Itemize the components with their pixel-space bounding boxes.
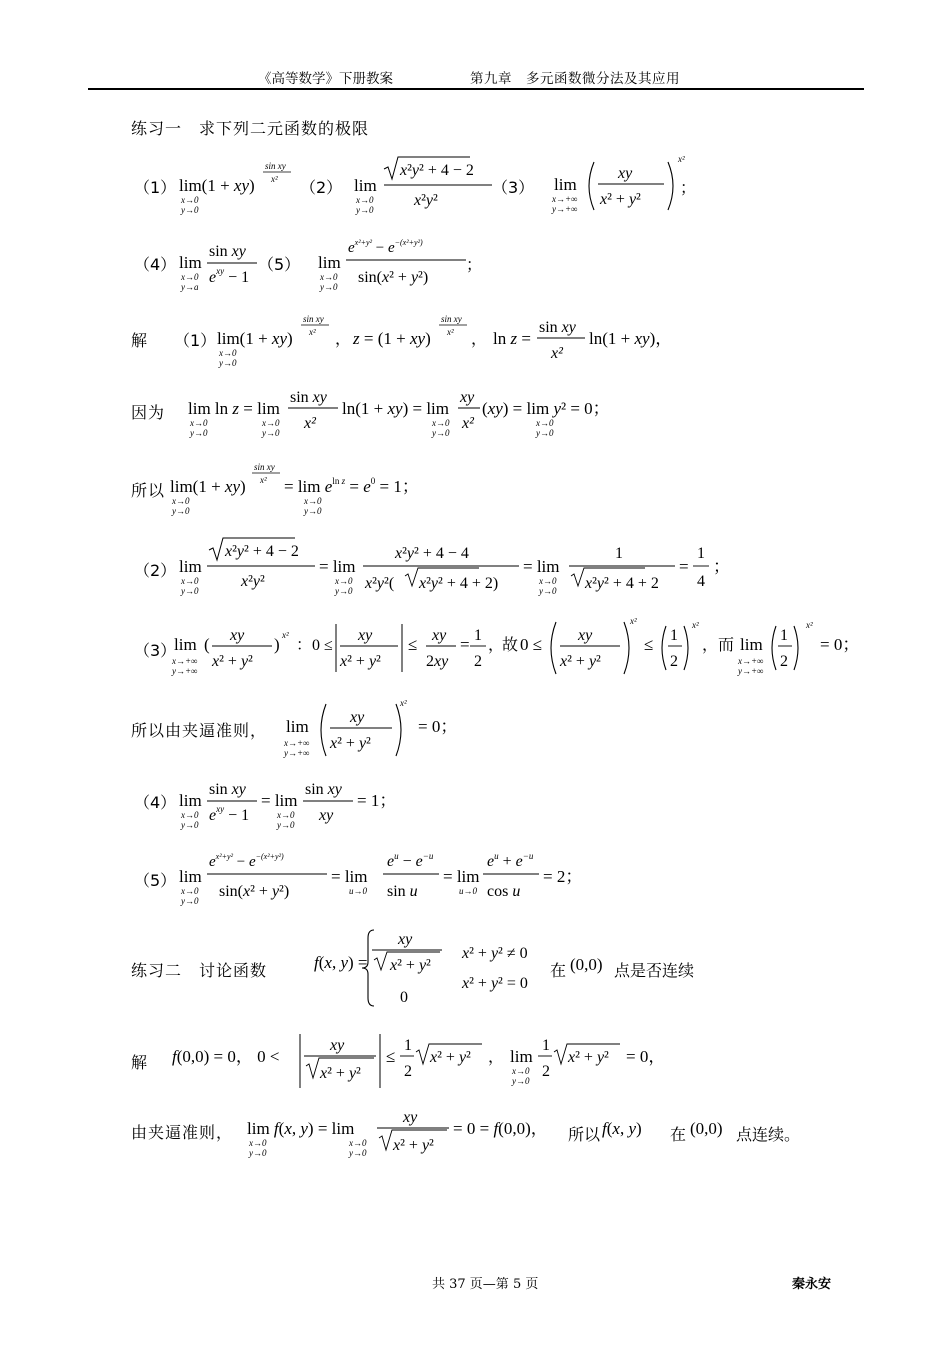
solution2-therefore: 所以: [568, 1125, 601, 1144]
svg-text:y→+∞: y→+∞: [738, 666, 764, 676]
svg-text:x→+∞: x→+∞: [738, 656, 764, 666]
svg-text:y→0: y→0: [190, 428, 208, 438]
exercise1-title: 练习一 求下列二元函数的极限: [131, 119, 370, 138]
svg-text:= 2；: = 2；: [543, 867, 583, 886]
svg-text:= 0；: = 0；: [820, 635, 860, 654]
svg-text:= lim eln z = e0 = 1；: = $\lim e^{ln z} = e^0 = 1$；: [284, 476, 419, 496]
svg-text:x→0: x→0: [277, 810, 295, 820]
svg-text:lim: lim: [510, 1047, 533, 1066]
svg-text:x→0: x→0: [181, 576, 199, 586]
svg-text:，: ，: [488, 1049, 505, 1066]
svg-text:= lim: = lim: [261, 791, 298, 810]
svg-text:y→0: y→0: [320, 282, 338, 292]
svg-text:x²y² + 4 + 2: x²y² + 4 + 2: [585, 575, 659, 592]
svg-text:xy: xy: [350, 709, 365, 726]
svg-text:sin(x² + y²): sin(x² + y²): [358, 269, 429, 286]
svg-text:z = (1 + xy): z = (1 + xy): [353, 329, 431, 348]
svg-text:y→0: y→0: [262, 428, 280, 438]
svg-text:x→0: x→0: [181, 195, 199, 205]
svg-text:=: =: [460, 635, 470, 654]
solution2-final-formula: [245, 1100, 565, 1164]
svg-text:2: 2: [542, 1063, 550, 1080]
svg-text:lim: lim: [174, 635, 197, 654]
svg-text:2: 2: [780, 653, 788, 670]
svg-text:x²y²: x²y²: [414, 192, 438, 209]
svg-text:sin xy: sin xy: [303, 314, 324, 324]
problem-5-formula: [316, 232, 476, 296]
svg-text:x→+∞: x→+∞: [552, 194, 578, 204]
svg-text:1: 1: [474, 627, 482, 644]
svg-text:xy: xy: [460, 389, 475, 406]
svg-text:x→0: x→0: [181, 886, 199, 896]
svg-text:sin xy: sin xy: [209, 781, 246, 798]
svg-text:x→+∞: x→+∞: [172, 656, 198, 666]
svg-text:ln z =: ln z =: [493, 329, 531, 348]
svg-text:x² + y²: x² + y²: [212, 653, 253, 670]
svg-text:lim: lim: [179, 557, 202, 576]
therefore-label: 所以: [131, 481, 166, 500]
svg-text:y→0: y→0: [539, 586, 557, 596]
svg-text:x²: x²: [282, 630, 289, 640]
svg-text:eu − e−u: $e^u - e^{-u}$: [387, 851, 434, 870]
svg-text:0: 0: [400, 989, 408, 1006]
svg-text:x² + y² ≠ 0: x² + y² ≠ 0: [462, 945, 528, 962]
svg-text:，: ，: [488, 637, 505, 654]
svg-text:x→0: x→0: [432, 418, 450, 428]
svg-text:x→0: x→0: [349, 1138, 367, 1148]
problem-2-label: （2）: [300, 178, 343, 197]
solution-5-label: （5）: [134, 871, 177, 890]
svg-text:= lim: = lim: [523, 557, 560, 576]
svg-text:x→0: x→0: [172, 496, 190, 506]
exercise2-question: 点是否连续: [614, 961, 695, 980]
solution-1-label: （1）: [174, 331, 217, 350]
therefore-line: [168, 456, 448, 520]
svg-text:lim: lim: [554, 175, 577, 194]
solution2-label: 解: [131, 1053, 149, 1072]
svg-text:x²: x²: [400, 698, 407, 708]
squeeze-conclusion: 所以由夹逼准则，: [131, 721, 268, 740]
svg-text:x²: x²: [447, 327, 454, 337]
svg-text:y→0: y→0: [432, 428, 450, 438]
solution2-point: [690, 1116, 740, 1140]
svg-text:= 1；: = 1；: [357, 791, 397, 810]
solution1-label: 解: [131, 331, 149, 350]
svg-text:x²: x²: [630, 616, 637, 626]
svg-text:= 0；: = 0；: [418, 717, 458, 736]
svg-text:x→0: x→0: [335, 576, 353, 586]
svg-text:x²y² + 4 + 2): x²y² + 4 + 2): [419, 575, 499, 592]
svg-text:x²y² + 4 − 4: x²y² + 4 − 4: [395, 545, 469, 562]
solution-4-label: （4）: [134, 793, 177, 812]
svg-text:(: (: [204, 635, 210, 654]
header-rule: [88, 88, 864, 90]
svg-text:1: 1: [404, 1037, 412, 1054]
svg-text:xy: xy: [330, 1037, 345, 1054]
problem-4-formula: [175, 236, 265, 296]
exercise2-piecewise: [312, 926, 572, 1010]
semicolon: ；: [680, 178, 697, 197]
svg-text:lim: lim: [318, 253, 341, 272]
because-line: [186, 382, 636, 446]
svg-text:x²y²(: x²y²(: [365, 575, 395, 592]
svg-text:x² + y²: x² + y²: [430, 1049, 471, 1066]
problem-1-formula: [175, 155, 295, 215]
svg-text:x→+∞: x→+∞: [284, 738, 310, 748]
svg-text:y→0: y→0: [349, 1148, 367, 1158]
while-word: 而: [718, 637, 735, 654]
svg-text:4: 4: [697, 573, 705, 590]
svg-text:x²: x²: [806, 620, 813, 630]
svg-text:= lim: = lim: [331, 867, 368, 886]
svg-text:≤: ≤: [408, 635, 418, 654]
svg-text:2: 2: [670, 653, 678, 670]
because-label: 因为: [131, 403, 166, 422]
footer-pages: 共 37 页—第 5 页: [432, 1277, 539, 1292]
svg-text:y→0: y→0: [181, 586, 199, 596]
svg-text:x→0: x→0: [181, 272, 199, 282]
svg-text:x²: x²: [260, 475, 267, 485]
svg-text:lim(1 + xy): lim(1 + xy): [217, 329, 293, 348]
svg-text:sin xy: sin xy: [441, 314, 462, 324]
header-chapter: 第九章 多元函数微分法及其应用: [470, 71, 680, 87]
problem-5-label: （5）: [258, 255, 301, 274]
svg-text:y→+∞: y→+∞: [172, 666, 198, 676]
svg-text:lim(1 + xy): lim(1 + xy): [179, 176, 255, 195]
svg-text:ex²+y² − e−(x²+y²): $e^{x^2+y^2} - e^{-(x^2+y^2)}$: [348, 238, 423, 256]
solution2-squeeze: 由夹逼准则，: [131, 1123, 234, 1142]
svg-text:2: 2: [404, 1063, 412, 1080]
svg-text:x→0: x→0: [320, 272, 338, 282]
svg-text:≤: ≤: [644, 635, 654, 654]
svg-text:y→0: y→0: [219, 358, 237, 368]
svg-text:2: 2: [474, 653, 482, 670]
svg-text:=: =: [679, 557, 689, 576]
svg-text:= 0 = f(0,0)，: = 0 = f(0,0)，: [453, 1119, 548, 1138]
svg-text:exy − 1: $e^{xy} - 1$: [209, 804, 250, 824]
svg-text:y→0: y→0: [536, 428, 554, 438]
problem-3-label: （3）: [492, 178, 535, 197]
svg-text:lim(1 + xy): lim(1 + xy): [170, 477, 246, 496]
svg-text:= lim: = lim: [319, 557, 356, 576]
svg-text:x→0: x→0: [356, 195, 374, 205]
svg-text:ex²+y² − e−(x²+y²): $e^{x^2+y^2} - e^{-(x^2+y^2)}$: [209, 852, 284, 870]
svg-text:x→0: x→0: [262, 418, 280, 428]
svg-text:y→0: y→0: [249, 1148, 267, 1158]
svg-text:sin u: sin u: [387, 883, 418, 900]
svg-text:1: 1: [670, 627, 678, 644]
svg-text:x²: x²: [551, 345, 563, 362]
svg-text:；: ；: [713, 557, 730, 576]
svg-text:x→0: x→0: [539, 576, 557, 586]
solution-3-line: [172, 612, 862, 682]
exercise2-at: 在: [550, 961, 567, 980]
svg-text:(0,0): (0,0): [690, 1119, 723, 1138]
svg-text:x→0: x→0: [512, 1066, 530, 1076]
problem-1-label: （1）: [134, 178, 177, 197]
svg-text:lim: lim: [179, 253, 202, 272]
svg-text:ln(1 + xy)，: ln(1 + xy)，: [589, 329, 673, 348]
svg-text:lim: lim: [740, 635, 763, 654]
solution-4-line: [175, 774, 415, 834]
svg-text:：0 ≤: ：0 ≤: [296, 637, 333, 654]
svg-text:xy: xy: [230, 627, 245, 644]
svg-text:1: 1: [697, 545, 705, 562]
svg-text:x² + y² = 0: x² + y² = 0: [462, 975, 528, 992]
svg-text:sin(x² + y²): sin(x² + y²): [219, 883, 290, 900]
svg-text:y→+∞: y→+∞: [284, 748, 310, 758]
svg-text:lim: lim: [179, 791, 202, 810]
svg-text:y→0: y→0: [512, 1076, 530, 1086]
svg-text:x² + y²: x² + y²: [340, 653, 381, 670]
svg-text:x²y² + 4 − 2: x²y² + 4 − 2: [400, 162, 474, 179]
svg-text:1: 1: [542, 1037, 550, 1054]
svg-text:0 ≤: 0 ≤: [520, 635, 543, 654]
svg-text:x² + y²: x² + y²: [600, 191, 641, 208]
svg-text:，: ，: [335, 331, 352, 348]
svg-text:x²: x²: [678, 154, 685, 164]
svg-text:x→0: x→0: [219, 348, 237, 358]
solution2-conclusion: 点连续。: [736, 1125, 801, 1144]
solution-3-label: （3）: [134, 641, 177, 660]
svg-text:x² + y²: x² + y²: [330, 735, 371, 752]
hence-word: 故: [502, 637, 519, 654]
svg-text:f(x, y) =: f(x, y) =: [314, 953, 368, 972]
svg-text:sin xy: sin xy: [209, 243, 246, 260]
svg-text:2xy: 2xy: [426, 653, 449, 670]
svg-text:y→0: y→0: [181, 205, 199, 215]
svg-text:y→+∞: y→+∞: [552, 204, 578, 214]
svg-text:xy: xy: [403, 1109, 418, 1126]
svg-text:1: 1: [615, 545, 623, 562]
svg-text:x→0: x→0: [304, 496, 322, 506]
svg-text:x² + y²: x² + y²: [393, 1137, 434, 1154]
exercise2-title: 练习二 讨论函数: [131, 961, 268, 980]
svg-text:y→0: y→0: [335, 586, 353, 596]
svg-text:y→0: y→0: [172, 506, 190, 516]
solution-2-label: （2）: [134, 561, 177, 580]
svg-text:x→0: x→0: [190, 418, 208, 428]
svg-text:x² + y²: x² + y²: [320, 1065, 361, 1082]
svg-text:x²: x²: [309, 327, 316, 337]
svg-text:，: ，: [471, 331, 488, 348]
svg-text:y→0: y→0: [277, 820, 295, 830]
svg-text:lim: lim: [286, 717, 309, 736]
svg-text:y→0: y→0: [181, 896, 199, 906]
svg-text:xy: xy: [618, 165, 633, 182]
svg-text:x²: x²: [271, 174, 278, 184]
svg-text:x²: x²: [692, 620, 699, 630]
problem-2-formula: [352, 155, 502, 215]
svg-text:u→0: u→0: [459, 886, 477, 896]
svg-text:sin xy: sin xy: [265, 161, 286, 171]
svg-text:xy: xy: [319, 807, 334, 824]
svg-text:y→0: y→0: [181, 820, 199, 830]
solution-1-line: [215, 308, 685, 372]
svg-text:lim f(x, y) = lim: lim f(x, y) = lim: [247, 1119, 355, 1138]
svg-text:sin xy: sin xy: [305, 781, 342, 798]
svg-text:x²: x²: [462, 415, 474, 432]
svg-text:x² + y²: x² + y²: [568, 1049, 609, 1066]
svg-text:eu + e−u: $e^u + e^{-u}$: [487, 851, 534, 870]
svg-text:sin xy: sin xy: [290, 389, 327, 406]
svg-text:x²y² + 4 − 2: x²y² + 4 − 2: [225, 543, 299, 560]
svg-text:= 0，: = 0，: [626, 1047, 666, 1066]
svg-text:xy: xy: [358, 627, 373, 644]
svg-text:exy − 1: $e^{xy} - 1$: [209, 266, 250, 286]
svg-text:sin xy: sin xy: [539, 319, 576, 336]
svg-text:xy: xy: [578, 627, 593, 644]
svg-text:(0,0): (0,0): [570, 955, 603, 974]
problem-4-label: （4）: [134, 255, 177, 274]
svg-text:xy: xy: [432, 627, 447, 644]
svg-text:x→0: x→0: [249, 1138, 267, 1148]
solution-5-line: [175, 846, 595, 910]
svg-text:x²y²: x²y²: [241, 573, 265, 590]
footer-author: 秦永安: [792, 1277, 832, 1292]
problem-3-formula: [552, 152, 692, 218]
svg-text:ln(1 + xy) = lim: ln(1 + xy) = lim: [342, 399, 449, 418]
svg-text:x² + y²: x² + y²: [390, 957, 431, 974]
svg-text:): ): [274, 635, 280, 654]
svg-text:lim ln z = lim: lim ln z = lim: [188, 399, 280, 418]
svg-text:sin xy: sin xy: [254, 462, 275, 472]
solution2-at: 在: [670, 1125, 687, 1144]
solution-2-line: [175, 536, 735, 602]
svg-text:f(x, y): f(x, y): [602, 1119, 642, 1138]
svg-text:x² + y²: x² + y²: [560, 653, 601, 670]
svg-text:1: 1: [780, 627, 788, 644]
svg-text:≤: ≤: [386, 1047, 396, 1066]
svg-text:cos u: cos u: [487, 883, 521, 900]
solution2-line: [170, 1026, 670, 1094]
svg-text:lim: lim: [179, 867, 202, 886]
svg-text:x→0: x→0: [181, 810, 199, 820]
semicolon: ；: [466, 255, 483, 274]
svg-text:f(0,0) = 0， 0 <: f(0,0) = 0， 0 <: [172, 1047, 280, 1066]
header-course: 《高等数学》下册教案: [258, 71, 393, 87]
svg-text:xy: xy: [398, 931, 413, 948]
svg-text:x²: x²: [304, 415, 316, 432]
svg-text:，: ，: [702, 637, 719, 654]
svg-text:= lim: = lim: [443, 867, 480, 886]
squeeze-line: [284, 694, 484, 764]
svg-text:lim: lim: [354, 176, 377, 195]
svg-text:x→0: x→0: [536, 418, 554, 428]
svg-text:(xy) = lim y² = 0；: (xy) = lim y² = 0；: [482, 399, 610, 418]
svg-text:y→a: y→a: [181, 282, 199, 292]
exercise2-point: [570, 952, 620, 976]
svg-text:y→0: y→0: [304, 506, 322, 516]
svg-text:u→0: u→0: [349, 886, 367, 896]
svg-text:y→0: y→0: [356, 205, 374, 215]
